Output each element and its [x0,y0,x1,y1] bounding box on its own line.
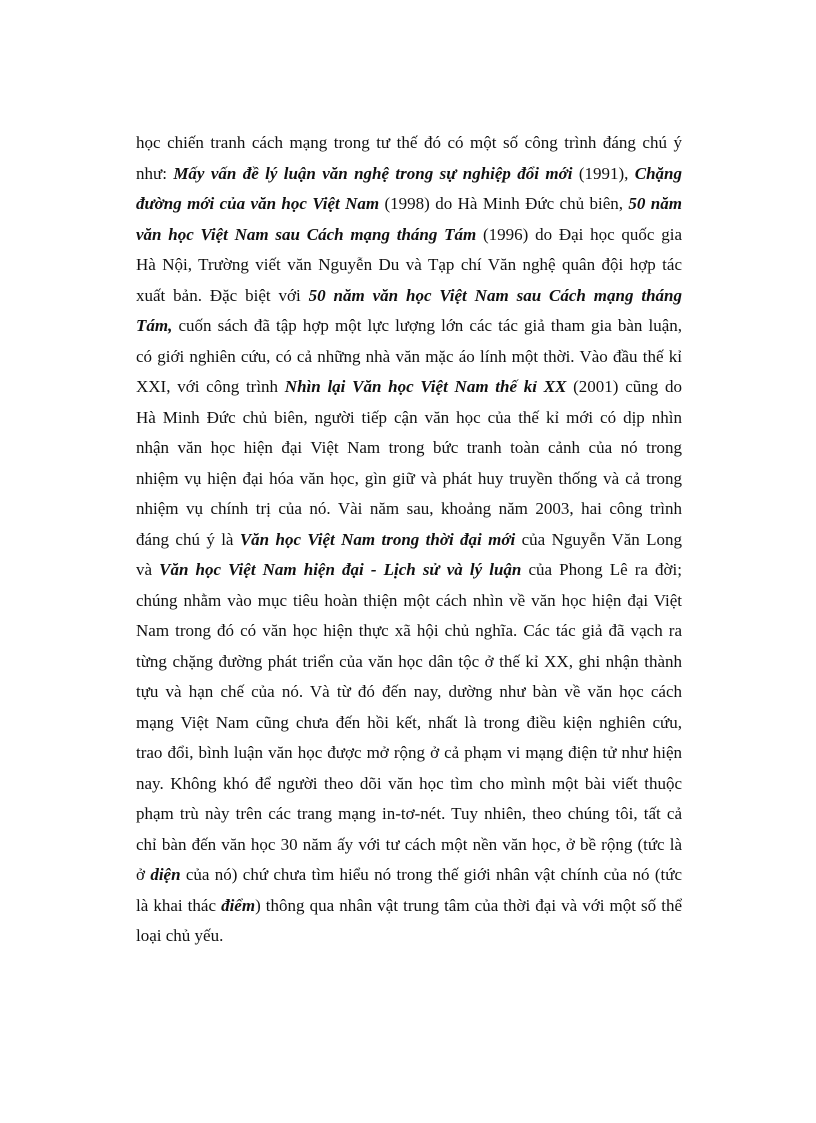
text-line [136,342,682,373]
text-run: (2001) cũng do [566,377,682,396]
text-run: của Phong Lê ra đời; [521,560,682,579]
cited-title: 50 năm văn học Việt Nam sau Cách mạng tháng [308,285,682,305]
text-line [136,799,682,830]
text-run: chúng nhằm vào mục tiêu hoàn thiện một cách nhìn về văn học hiện đại Việt [136,590,682,610]
text-run: xuất bản. Đặc biệt với [136,285,309,305]
text-run: nhiệm vụ hiện đại hóa văn học, gìn giữ và phát huy truyền thống và cả trong [136,468,682,488]
text-run: ) thông qua nhân vật trung tâm của thời đại và với một số thể [255,895,682,915]
text-run: và [136,560,160,579]
text-run: cuốn sách đã tập hợp một lực lượng lớn các tác giả tham gia bàn luận, [172,316,682,335]
text-line [136,891,682,922]
cited-title: Mấy vấn đề lý luận văn nghệ trong sự nghiệp đổi mới [173,163,573,183]
text-run: đáng chú ý là [136,529,240,549]
text-line [136,311,682,342]
text-line [136,921,682,952]
cited-title: 50 năm [628,194,682,213]
text-run: loại chủ yếu. [136,926,224,945]
text-run: Nam trong đó có văn học hiện thực xã hội chủ nghĩa. Các tác giả đã vạch ra [136,621,682,640]
text-run: trao đổi, bình luận văn học được mở rộng ở cả phạm vi mạng điện tử như hiện [136,743,682,762]
text-run: chỉ bàn đến văn học 30 năm ấy với tư cách một nền văn học, ở bề rộng (tức là [136,834,682,854]
text-line [136,830,682,861]
text-run: nay. Không khó để người theo dõi văn học tìm cho mình một bài viết thuộc [136,773,682,793]
text-line [136,586,682,617]
cited-title: Tám, [136,316,173,335]
text-run: tựu và hạn chế của nó. Và từ đó đến nay, dường như bàn về văn học cách [136,682,682,701]
text-line [136,738,682,769]
cited-title: văn học Việt Nam sau Cách mạng tháng Tám [136,224,477,244]
cited-title: điểm [221,895,256,915]
text-run: (1996) do Đại học quốc gia [476,224,682,244]
cited-title: Chặng [634,163,683,183]
text-run: ở [136,865,151,884]
text-run: XXI, với công trình [136,377,285,396]
text-run: nhận văn học hiện đại Việt Nam trong bức tranh toàn cảnh của nó trong [136,438,682,457]
text-run: là khai thác [136,895,222,915]
body-paragraph [136,128,682,952]
text-line [136,189,682,220]
text-line [136,250,682,281]
text-line [136,433,682,464]
text-run: Hà Nội, Trường viết văn Nguyễn Du và Tạp chí Văn nghệ quân đội hợp tác [136,255,682,274]
text-line [136,769,682,800]
text-line [136,860,682,891]
text-line [136,220,682,251]
text-run: mạng Việt Nam cũng chưa đến hồi kết, nhất là trong điều kiện nghiên cứu, [136,712,682,732]
cited-title: đường mới của văn học Việt Nam [136,194,380,213]
text-line [136,494,682,525]
cited-title: diện [150,865,181,884]
text-run: của Nguyễn Văn Long [515,529,683,549]
text-run: có giới nghiên cứu, có cả những nhà văn mặc áo lính một thời. Vào đầu thế kỉ [136,346,682,366]
text-run: Hà Minh Đức chủ biên, người tiếp cận văn học của thế kỉ mới có dịp nhìn [136,407,682,427]
text-run: (1991), [572,163,635,183]
text-run: phạm trù này trên các trang mạng in-tơ-nét. Tuy nhiên, theo chúng tôi, tất cả [136,804,682,823]
text-line [136,281,682,312]
text-line [136,616,682,647]
cited-title: Văn học Việt Nam trong thời đại mới [239,529,516,549]
text-line [136,708,682,739]
text-line [136,403,682,434]
text-line [136,647,682,678]
text-line [136,525,682,556]
text-run: nhiệm vụ chính trị của nó. Vài năm sau, khoảng năm 2003, hai công trình [136,499,682,518]
text-line [136,128,682,159]
text-run: như: [136,163,174,183]
cited-title: Nhìn lại Văn học Việt Nam thế kỉ XX [284,377,567,396]
text-run: học chiến tranh cách mạng trong tư thế đó có một số công trình đáng chú ý [136,133,682,152]
text-run: của nó) chứ chưa tìm hiểu nó trong thế giới nhân vật chính của nó (tức [180,865,682,884]
text-run: từng chặng đường phát triển của văn học dân tộc ở thế kỉ XX, ghi nhận thành [136,651,682,671]
text-line [136,372,682,403]
text-line [136,677,682,708]
text-run: (1998) do Hà Minh Đức chủ biên, [379,194,629,213]
cited-title: Văn học Việt Nam hiện đại - Lịch sử và lý luận [159,560,522,579]
text-line [136,159,682,190]
text-line [136,555,682,586]
text-line [136,464,682,495]
